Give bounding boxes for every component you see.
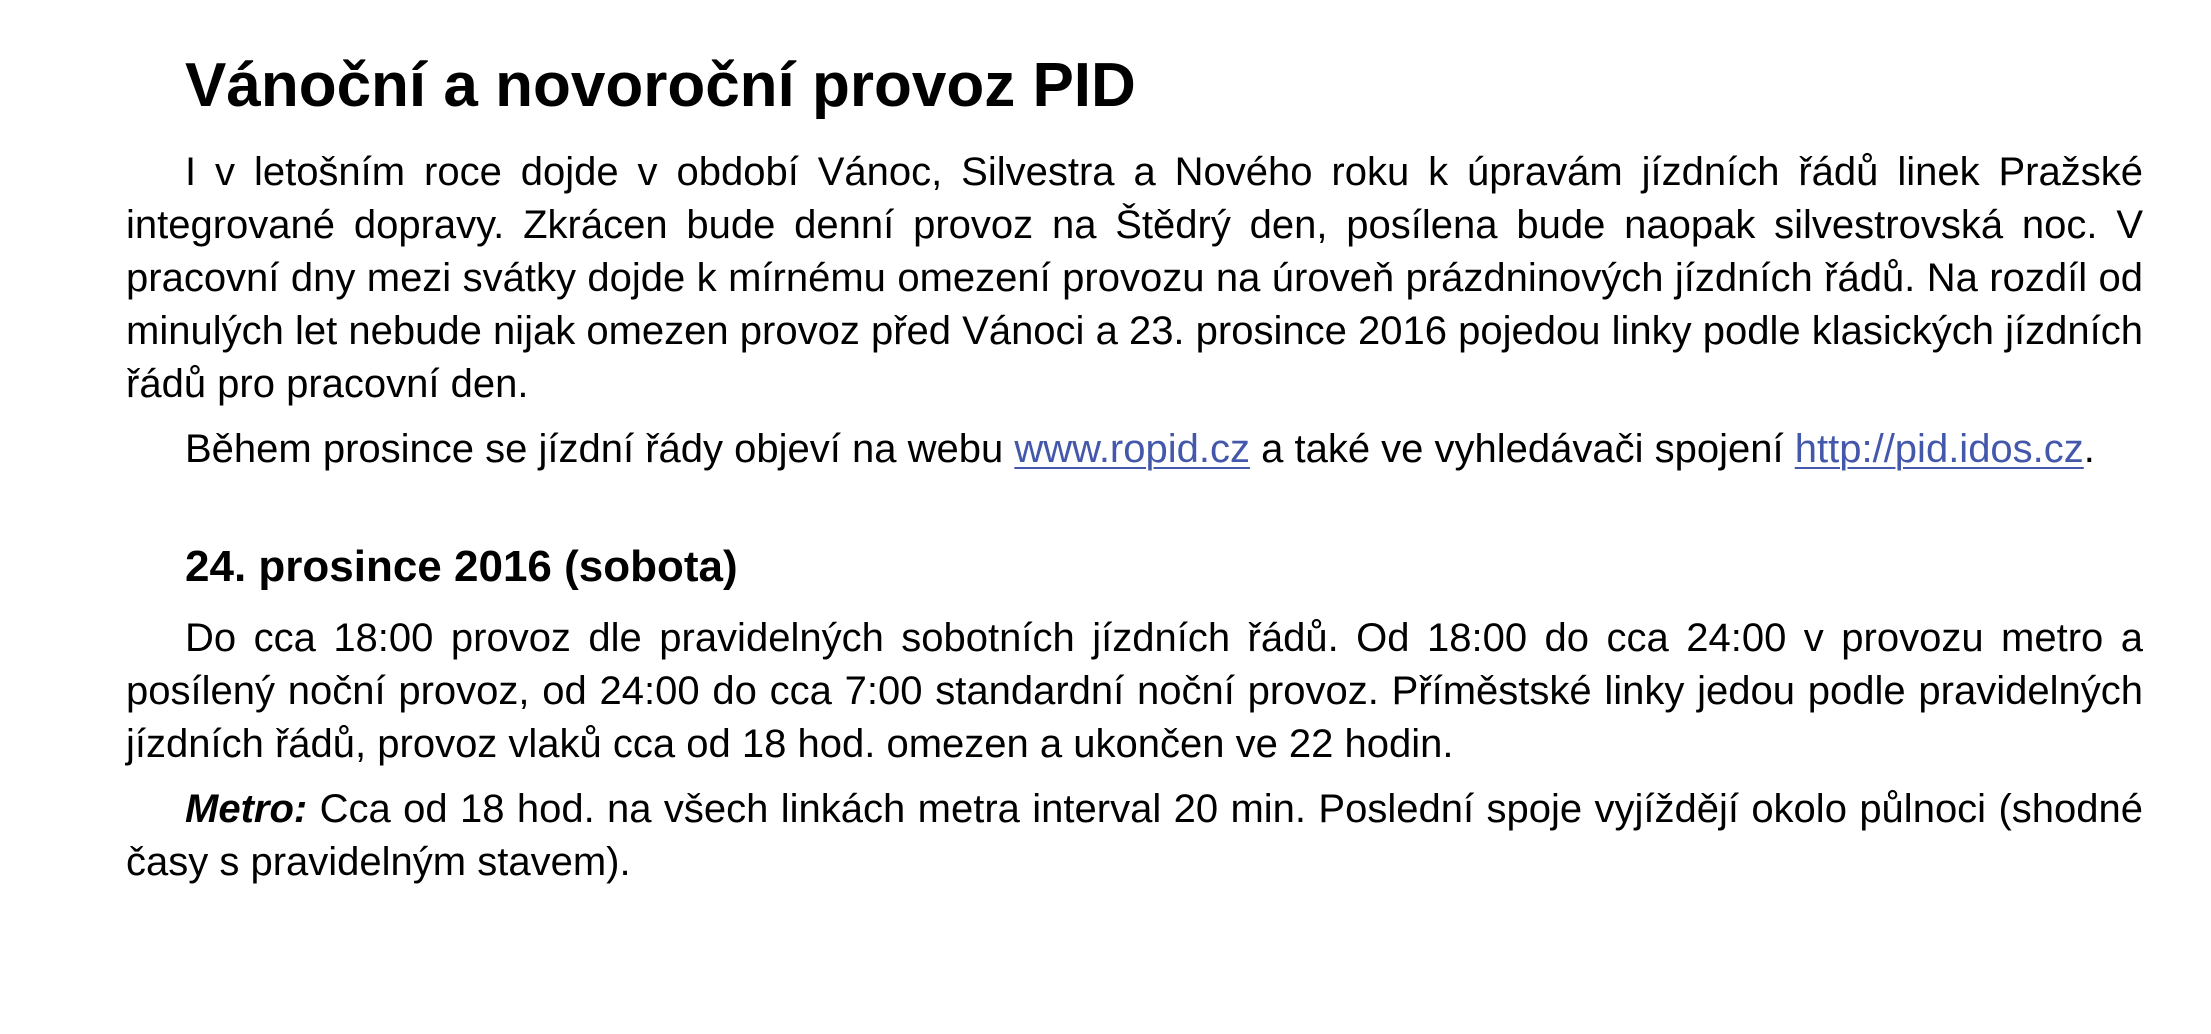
section-paragraph-dec-24: Do cca 18:00 provoz dle pravidelných sobotních jízdních řádů. Od 18:00 do cca 24:00 v provozu metro a posílený noční provoz, od 24:00 do cca 7:00 standardní noční provoz. Příměstské linky jedou podle pravidelných jízdních řádů, provoz vlaků cca od 18 hod. omezen a ukončen ve 22 hodin. xyxy=(126,615,2143,766)
intro-paragraph-1: I v letošním roce dojde v období Vánoc, Silvestra a Nového roku k úpravám jízdních řádů linek Pražské integrované dopravy. Zkrácen bude denní provoz na Štědrý den, posílena bude naopak silvestrovská noc. V pracovní dny mezi svátky dojde k mírnému omezení provozu na úroveň prázdninových jízdních řádů. Na rozdíl od minulých let nebude nijak omezen provoz před Vánoci a 23. prosince 2016 pojedou linky podle klasických jízdních řádů pro pracovní den. xyxy=(126,150,2143,407)
metro-text: Cca od 18 hod. na všech linkách metra interval 20 min. Poslední spoje vyjíždějí okolo půlnoci (shodné časy s pravidelným stavem). xyxy=(126,786,2143,884)
section-spacer xyxy=(126,488,2143,543)
intro-paragraph-2 xyxy=(126,423,2143,476)
intro-paragraph-2-middle: a také ve vyhledávači spojení xyxy=(1249,427,1795,472)
intro-paragraph-2-end: . xyxy=(2083,427,2095,472)
ropid-link[interactable]: www.ropid.cz xyxy=(1014,427,1250,472)
document-page xyxy=(126,52,2143,901)
section-heading-dec-24: 24. prosince 2016 (sobota) xyxy=(185,542,738,592)
metro-label: Metro: xyxy=(185,786,308,831)
intro-paragraph-2-start: Během prosince se jízdní řády objeví na webu xyxy=(185,427,1015,472)
metro-paragraph xyxy=(126,783,2143,889)
idos-link[interactable]: http://pid.idos.cz xyxy=(1794,427,2084,472)
document-title: Vánoční a novoroční provoz PID xyxy=(185,51,1136,120)
